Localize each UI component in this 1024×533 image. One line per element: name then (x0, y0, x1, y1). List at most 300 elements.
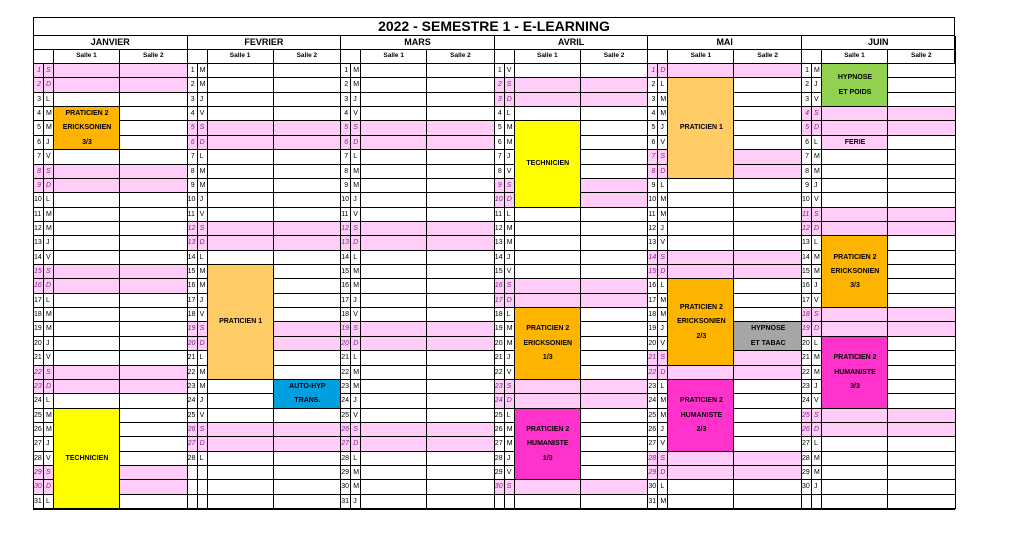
slot-salle-2[interactable] (888, 208, 956, 222)
slot-salle-2[interactable] (888, 423, 956, 437)
slot-salle-2[interactable] (427, 93, 495, 107)
slot-salle-2[interactable] (120, 165, 188, 179)
slot-salle-1[interactable] (54, 265, 120, 279)
slot-salle-2[interactable] (427, 107, 495, 121)
slot-salle-1[interactable] (822, 165, 888, 179)
slot-salle-2[interactable] (120, 437, 188, 451)
slot-salle-2[interactable] (427, 437, 495, 451)
slot-salle-1[interactable] (361, 351, 427, 365)
course-block[interactable] (822, 236, 888, 308)
slot-salle-2[interactable] (888, 437, 956, 451)
slot-salle-1[interactable] (208, 150, 274, 164)
slot-salle-2[interactable] (427, 193, 495, 207)
slot-salle-1[interactable] (361, 480, 427, 494)
slot-salle-2[interactable] (274, 351, 342, 365)
slot-salle-1[interactable] (822, 409, 888, 423)
slot-salle-2[interactable] (274, 251, 342, 265)
slot-salle-2[interactable] (581, 480, 649, 494)
slot-salle-1[interactable] (361, 165, 427, 179)
slot-salle-2[interactable] (888, 93, 956, 107)
slot-salle-1[interactable] (208, 437, 274, 451)
slot-salle-1[interactable] (361, 308, 427, 322)
slot-salle-2[interactable] (274, 208, 342, 222)
slot-salle-1[interactable] (208, 78, 274, 92)
slot-salle-2[interactable] (120, 179, 188, 193)
slot-salle-2[interactable] (734, 279, 802, 293)
slot-salle-1[interactable] (822, 121, 888, 135)
slot-salle-1[interactable] (208, 394, 274, 408)
slot-salle-2[interactable] (581, 121, 649, 135)
slot-salle-2[interactable] (427, 380, 495, 394)
slot-salle-2[interactable] (427, 179, 495, 193)
slot-salle-2[interactable] (120, 193, 188, 207)
slot-salle-2[interactable] (734, 265, 802, 279)
slot-salle-1[interactable] (822, 208, 888, 222)
slot-salle-1[interactable] (361, 193, 427, 207)
slot-salle-2[interactable] (888, 165, 956, 179)
slot-salle-1[interactable] (54, 208, 120, 222)
slot-salle-1[interactable] (822, 452, 888, 466)
course-block[interactable] (822, 337, 888, 409)
slot-salle-1[interactable] (54, 394, 120, 408)
slot-salle-2[interactable] (274, 409, 342, 423)
slot-salle-2[interactable] (581, 279, 649, 293)
slot-salle-2[interactable] (427, 78, 495, 92)
slot-salle-2[interactable] (120, 136, 188, 150)
slot-salle-1[interactable] (822, 193, 888, 207)
slot-salle-2[interactable] (581, 78, 649, 92)
slot-salle-1[interactable] (668, 208, 734, 222)
slot-salle-2[interactable] (581, 251, 649, 265)
course-block[interactable] (668, 380, 734, 452)
slot-salle-2[interactable] (120, 64, 188, 78)
slot-salle-1[interactable] (822, 480, 888, 494)
course-block[interactable] (734, 322, 802, 351)
slot-salle-1[interactable] (361, 64, 427, 78)
slot-salle-2[interactable] (427, 466, 495, 480)
slot-salle-2[interactable] (581, 351, 649, 365)
slot-salle-1[interactable] (208, 452, 274, 466)
slot-salle-2[interactable] (581, 64, 649, 78)
slot-salle-2[interactable] (427, 366, 495, 380)
course-block[interactable] (822, 136, 888, 150)
slot-salle-1[interactable] (54, 279, 120, 293)
slot-salle-2[interactable] (581, 409, 649, 423)
slot-salle-1[interactable] (208, 222, 274, 236)
slot-salle-1[interactable] (54, 179, 120, 193)
slot-salle-2[interactable] (274, 121, 342, 135)
slot-salle-1[interactable] (515, 107, 581, 121)
slot-salle-1[interactable] (668, 251, 734, 265)
course-block[interactable] (54, 107, 120, 150)
slot-salle-1[interactable] (361, 93, 427, 107)
slot-salle-2[interactable] (888, 394, 956, 408)
slot-salle-2[interactable] (888, 107, 956, 121)
course-block[interactable] (274, 380, 342, 409)
slot-salle-1[interactable] (822, 107, 888, 121)
slot-salle-2[interactable] (120, 251, 188, 265)
slot-salle-1[interactable] (54, 380, 120, 394)
slot-salle-1[interactable] (515, 251, 581, 265)
course-block[interactable] (54, 409, 120, 510)
slot-salle-2[interactable] (120, 480, 188, 494)
slot-salle-1[interactable] (361, 208, 427, 222)
slot-salle-2[interactable] (120, 322, 188, 336)
slot-salle-1[interactable] (822, 150, 888, 164)
slot-salle-2[interactable] (120, 466, 188, 480)
slot-salle-1[interactable] (208, 107, 274, 121)
slot-salle-1[interactable] (54, 251, 120, 265)
slot-salle-2[interactable] (888, 480, 956, 494)
slot-salle-2[interactable] (427, 351, 495, 365)
slot-salle-2[interactable] (888, 466, 956, 480)
slot-salle-2[interactable] (581, 236, 649, 250)
slot-salle-2[interactable] (120, 380, 188, 394)
slot-salle-2[interactable] (581, 193, 649, 207)
slot-salle-2[interactable] (888, 265, 956, 279)
slot-salle-2[interactable] (734, 222, 802, 236)
slot-salle-1[interactable] (361, 366, 427, 380)
slot-salle-2[interactable] (581, 423, 649, 437)
slot-salle-2[interactable] (734, 437, 802, 451)
slot-salle-2[interactable] (581, 380, 649, 394)
slot-salle-2[interactable] (734, 107, 802, 121)
slot-salle-2[interactable] (734, 136, 802, 150)
slot-salle-2[interactable] (581, 466, 649, 480)
slot-salle-2[interactable] (274, 322, 342, 336)
slot-salle-2[interactable] (427, 495, 495, 509)
slot-salle-2[interactable] (274, 222, 342, 236)
slot-salle-1[interactable] (515, 294, 581, 308)
slot-salle-2[interactable] (734, 466, 802, 480)
slot-salle-2[interactable] (274, 150, 342, 164)
slot-salle-1[interactable] (54, 165, 120, 179)
slot-salle-1[interactable] (361, 222, 427, 236)
slot-salle-2[interactable] (734, 179, 802, 193)
slot-salle-2[interactable] (427, 308, 495, 322)
slot-salle-1[interactable] (822, 423, 888, 437)
slot-salle-1[interactable] (208, 93, 274, 107)
slot-salle-1[interactable] (208, 409, 274, 423)
slot-salle-1[interactable] (515, 480, 581, 494)
slot-salle-2[interactable] (734, 294, 802, 308)
slot-salle-1[interactable] (54, 150, 120, 164)
course-block[interactable] (515, 308, 581, 380)
slot-salle-2[interactable] (120, 93, 188, 107)
slot-salle-2[interactable] (581, 265, 649, 279)
slot-salle-2[interactable] (888, 351, 956, 365)
slot-salle-2[interactable] (427, 208, 495, 222)
slot-salle-1[interactable] (361, 452, 427, 466)
slot-salle-2[interactable] (274, 64, 342, 78)
slot-salle-2[interactable] (888, 121, 956, 135)
slot-salle-2[interactable] (274, 236, 342, 250)
slot-salle-2[interactable] (888, 222, 956, 236)
course-block[interactable] (668, 279, 734, 365)
slot-salle-2[interactable] (427, 136, 495, 150)
slot-salle-2[interactable] (734, 423, 802, 437)
course-block[interactable] (668, 78, 734, 179)
slot-salle-1[interactable] (361, 495, 427, 509)
slot-salle-2[interactable] (581, 322, 649, 336)
slot-salle-1[interactable] (822, 222, 888, 236)
slot-salle-2[interactable] (888, 236, 956, 250)
slot-salle-2[interactable] (888, 64, 956, 78)
slot-salle-2[interactable] (734, 380, 802, 394)
slot-salle-1[interactable] (54, 193, 120, 207)
slot-salle-2[interactable] (888, 337, 956, 351)
slot-salle-2[interactable] (888, 78, 956, 92)
slot-salle-2[interactable] (888, 251, 956, 265)
slot-salle-2[interactable] (734, 64, 802, 78)
slot-salle-2[interactable] (581, 136, 649, 150)
slot-salle-2[interactable] (888, 150, 956, 164)
slot-salle-1[interactable] (361, 437, 427, 451)
slot-salle-1[interactable] (208, 121, 274, 135)
slot-salle-1[interactable] (361, 409, 427, 423)
slot-salle-1[interactable] (515, 380, 581, 394)
slot-salle-2[interactable] (274, 107, 342, 121)
slot-salle-2[interactable] (120, 78, 188, 92)
slot-salle-2[interactable] (120, 236, 188, 250)
slot-salle-1[interactable] (54, 222, 120, 236)
slot-salle-2[interactable] (581, 452, 649, 466)
slot-salle-2[interactable] (427, 409, 495, 423)
slot-salle-2[interactable] (581, 308, 649, 322)
slot-salle-1[interactable] (208, 193, 274, 207)
slot-salle-1[interactable] (208, 380, 274, 394)
slot-salle-2[interactable] (427, 322, 495, 336)
slot-salle-1[interactable] (54, 351, 120, 365)
slot-salle-1[interactable] (822, 437, 888, 451)
slot-salle-2[interactable] (120, 150, 188, 164)
slot-salle-2[interactable] (734, 150, 802, 164)
slot-salle-2[interactable] (581, 165, 649, 179)
slot-salle-2[interactable] (427, 279, 495, 293)
slot-salle-2[interactable] (581, 93, 649, 107)
slot-salle-2[interactable] (427, 236, 495, 250)
slot-salle-1[interactable] (54, 308, 120, 322)
slot-salle-1[interactable] (668, 265, 734, 279)
slot-salle-1[interactable] (54, 294, 120, 308)
slot-salle-1[interactable] (515, 222, 581, 236)
slot-salle-2[interactable] (581, 366, 649, 380)
slot-salle-2[interactable] (427, 337, 495, 351)
slot-salle-1[interactable] (361, 466, 427, 480)
slot-salle-2[interactable] (120, 121, 188, 135)
slot-salle-2[interactable] (274, 294, 342, 308)
slot-salle-2[interactable] (734, 351, 802, 365)
slot-salle-1[interactable] (822, 179, 888, 193)
slot-salle-1[interactable] (54, 366, 120, 380)
slot-salle-1[interactable] (668, 179, 734, 193)
slot-salle-1[interactable] (361, 236, 427, 250)
slot-salle-2[interactable] (274, 366, 342, 380)
slot-salle-1[interactable] (361, 150, 427, 164)
slot-salle-1[interactable] (668, 466, 734, 480)
slot-salle-1[interactable] (361, 136, 427, 150)
slot-salle-1[interactable] (208, 136, 274, 150)
slot-salle-2[interactable] (734, 165, 802, 179)
slot-salle-1[interactable] (668, 480, 734, 494)
slot-salle-1[interactable] (668, 193, 734, 207)
slot-salle-1[interactable] (208, 251, 274, 265)
slot-salle-2[interactable] (274, 437, 342, 451)
slot-salle-1[interactable] (361, 337, 427, 351)
slot-salle-1[interactable] (515, 236, 581, 250)
slot-salle-2[interactable] (274, 452, 342, 466)
slot-salle-2[interactable] (734, 409, 802, 423)
slot-salle-1[interactable] (54, 337, 120, 351)
slot-salle-2[interactable] (427, 251, 495, 265)
slot-salle-2[interactable] (427, 265, 495, 279)
slot-salle-1[interactable] (515, 208, 581, 222)
slot-salle-2[interactable] (734, 495, 802, 509)
slot-salle-2[interactable] (581, 337, 649, 351)
slot-salle-2[interactable] (274, 193, 342, 207)
slot-salle-2[interactable] (888, 179, 956, 193)
slot-salle-1[interactable] (361, 265, 427, 279)
slot-salle-2[interactable] (888, 294, 956, 308)
slot-salle-1[interactable] (361, 380, 427, 394)
slot-salle-2[interactable] (120, 294, 188, 308)
slot-salle-1[interactable] (515, 265, 581, 279)
slot-salle-1[interactable] (668, 495, 734, 509)
slot-salle-2[interactable] (274, 265, 342, 279)
slot-salle-1[interactable] (208, 179, 274, 193)
slot-salle-1[interactable] (361, 394, 427, 408)
slot-salle-2[interactable] (734, 78, 802, 92)
slot-salle-2[interactable] (734, 208, 802, 222)
slot-salle-1[interactable] (668, 452, 734, 466)
slot-salle-1[interactable] (361, 121, 427, 135)
slot-salle-2[interactable] (427, 394, 495, 408)
slot-salle-2[interactable] (888, 366, 956, 380)
slot-salle-1[interactable] (822, 466, 888, 480)
slot-salle-1[interactable] (515, 93, 581, 107)
slot-salle-2[interactable] (734, 121, 802, 135)
slot-salle-1[interactable] (822, 322, 888, 336)
slot-salle-2[interactable] (581, 208, 649, 222)
slot-salle-2[interactable] (427, 165, 495, 179)
slot-salle-2[interactable] (120, 423, 188, 437)
slot-salle-2[interactable] (120, 337, 188, 351)
course-block[interactable] (515, 409, 581, 481)
slot-salle-1[interactable] (361, 423, 427, 437)
slot-salle-2[interactable] (427, 452, 495, 466)
slot-salle-1[interactable] (54, 236, 120, 250)
slot-salle-2[interactable] (888, 136, 956, 150)
slot-salle-2[interactable] (120, 409, 188, 423)
slot-salle-2[interactable] (427, 121, 495, 135)
slot-salle-2[interactable] (274, 423, 342, 437)
slot-salle-2[interactable] (120, 308, 188, 322)
slot-salle-2[interactable] (581, 294, 649, 308)
slot-salle-2[interactable] (120, 107, 188, 121)
slot-salle-1[interactable] (208, 64, 274, 78)
slot-salle-2[interactable] (120, 351, 188, 365)
slot-salle-2[interactable] (888, 322, 956, 336)
slot-salle-1[interactable] (54, 64, 120, 78)
slot-salle-1[interactable] (361, 78, 427, 92)
slot-salle-1[interactable] (208, 423, 274, 437)
slot-salle-2[interactable] (581, 394, 649, 408)
slot-salle-1[interactable] (361, 107, 427, 121)
slot-salle-2[interactable] (120, 366, 188, 380)
slot-salle-2[interactable] (427, 222, 495, 236)
slot-salle-2[interactable] (274, 78, 342, 92)
slot-salle-1[interactable] (668, 366, 734, 380)
slot-salle-2[interactable] (734, 236, 802, 250)
slot-salle-2[interactable] (274, 93, 342, 107)
slot-salle-2[interactable] (274, 308, 342, 322)
slot-salle-2[interactable] (581, 150, 649, 164)
slot-salle-2[interactable] (734, 452, 802, 466)
slot-salle-1[interactable] (668, 222, 734, 236)
slot-salle-1[interactable] (208, 165, 274, 179)
slot-salle-2[interactable] (120, 394, 188, 408)
slot-salle-2[interactable] (274, 179, 342, 193)
slot-salle-2[interactable] (274, 279, 342, 293)
slot-salle-1[interactable] (515, 64, 581, 78)
slot-salle-2[interactable] (427, 480, 495, 494)
slot-salle-2[interactable] (888, 452, 956, 466)
slot-salle-2[interactable] (734, 93, 802, 107)
slot-salle-2[interactable] (734, 394, 802, 408)
slot-salle-1[interactable] (208, 236, 274, 250)
slot-salle-2[interactable] (120, 452, 188, 466)
slot-salle-1[interactable] (54, 322, 120, 336)
slot-salle-2[interactable] (888, 409, 956, 423)
slot-salle-2[interactable] (120, 265, 188, 279)
slot-salle-2[interactable] (274, 337, 342, 351)
slot-salle-2[interactable] (427, 423, 495, 437)
slot-salle-2[interactable] (581, 222, 649, 236)
slot-salle-1[interactable] (361, 179, 427, 193)
slot-salle-2[interactable] (888, 193, 956, 207)
slot-salle-2[interactable] (734, 366, 802, 380)
slot-salle-2[interactable] (274, 136, 342, 150)
slot-salle-2[interactable] (734, 480, 802, 494)
slot-salle-2[interactable] (427, 64, 495, 78)
slot-salle-2[interactable] (120, 495, 188, 509)
slot-salle-2[interactable] (888, 279, 956, 293)
slot-salle-1[interactable] (668, 64, 734, 78)
slot-salle-2[interactable] (274, 165, 342, 179)
slot-salle-1[interactable] (54, 93, 120, 107)
course-block[interactable] (515, 121, 581, 207)
slot-salle-2[interactable] (734, 193, 802, 207)
slot-salle-2[interactable] (120, 222, 188, 236)
slot-salle-2[interactable] (888, 380, 956, 394)
slot-salle-1[interactable] (54, 78, 120, 92)
course-block[interactable] (822, 64, 888, 107)
slot-salle-2[interactable] (734, 251, 802, 265)
slot-salle-1[interactable] (515, 394, 581, 408)
slot-salle-1[interactable] (361, 279, 427, 293)
slot-salle-2[interactable] (581, 107, 649, 121)
slot-salle-2[interactable] (427, 150, 495, 164)
slot-salle-1[interactable] (361, 322, 427, 336)
slot-salle-1[interactable] (515, 279, 581, 293)
slot-salle-2[interactable] (427, 294, 495, 308)
slot-salle-2[interactable] (581, 179, 649, 193)
slot-salle-1[interactable] (361, 251, 427, 265)
slot-salle-2[interactable] (888, 308, 956, 322)
slot-salle-1[interactable] (668, 236, 734, 250)
slot-salle-1[interactable] (208, 208, 274, 222)
slot-salle-2[interactable] (120, 208, 188, 222)
